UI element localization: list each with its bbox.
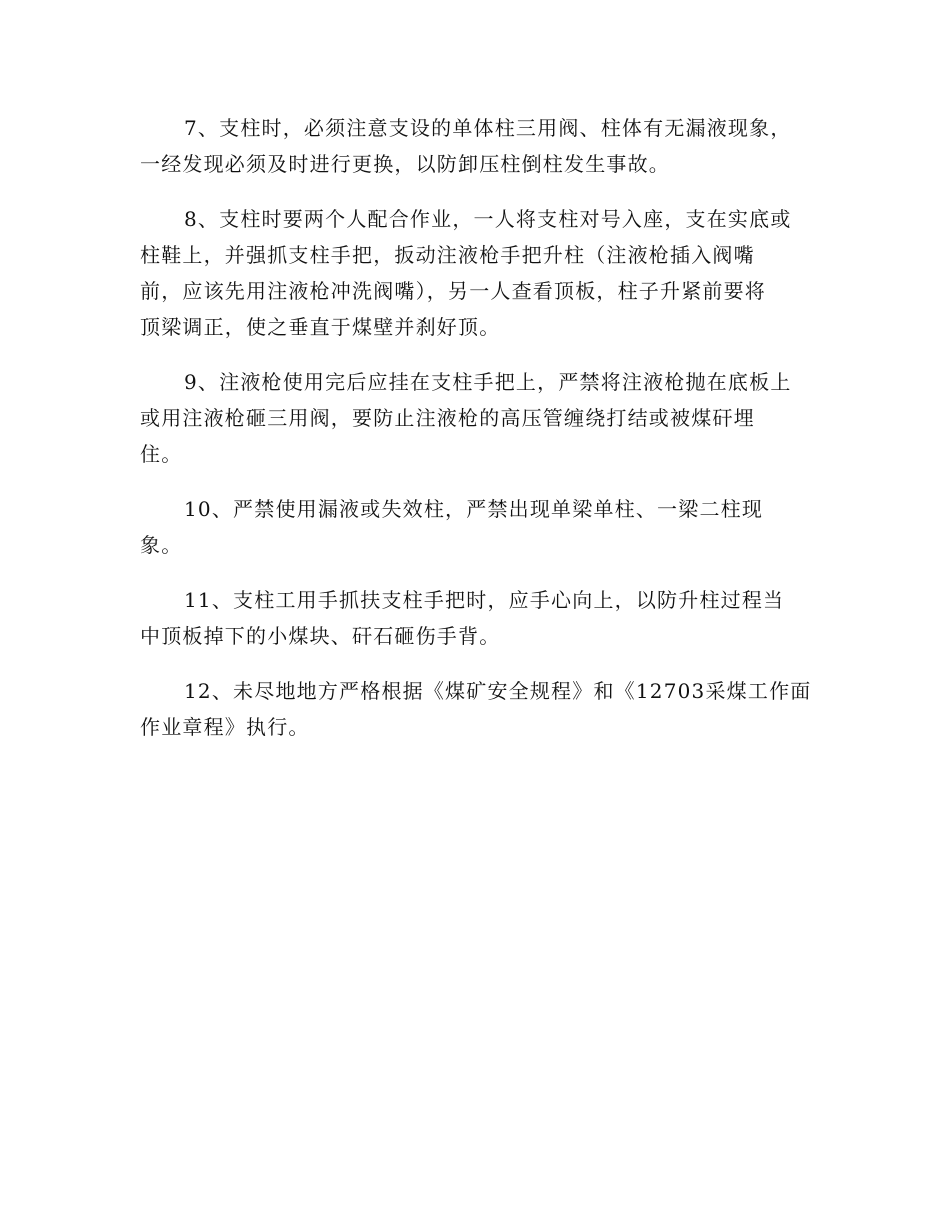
paragraph-line: 中顶板掉下的小煤块、矸石砸伤手背。	[140, 624, 501, 648]
paragraph-line: 作业章程》执行。	[140, 715, 310, 739]
paragraph-12	[140, 673, 810, 745]
paragraph-line: 10、严禁使用漏液或失效柱，严禁出现单梁单柱、一梁二柱现	[184, 497, 764, 521]
paragraph-line: 12、未尽地地方严格根据《煤矿安全规程》和《12703采煤工作面	[184, 679, 812, 703]
paragraph-7	[140, 110, 810, 182]
paragraph-line: 8、支柱时要两个人配合作业，一人将支柱对号入座，支在实底或	[184, 207, 792, 231]
paragraph-8	[140, 201, 810, 345]
paragraph-11	[140, 582, 810, 654]
paragraph-line: 柱鞋上，并强抓支柱手把，扳动注液枪手把升柱（注液枪插入阀嘴	[140, 243, 755, 267]
paragraph-line: 或用注液枪砸三用阀，要防止注液枪的高压管缠绕打结或被煤矸埋	[140, 406, 755, 430]
paragraph-line: 7、支柱时，必须注意支设的单体柱三用阀、柱体有无漏液现象，	[184, 116, 792, 140]
paragraph-line: 住。	[140, 442, 183, 466]
paragraph-line: 一经发现必须及时进行更换，以防卸压柱倒柱发生事故。	[140, 152, 670, 176]
document-body	[140, 110, 810, 745]
paragraph-line: 9、注液枪使用完后应挂在支柱手把上，严禁将注液枪抛在底板上	[184, 370, 792, 394]
paragraph-line: 顶梁调正，使之垂直于煤壁并刹好顶。	[140, 315, 501, 339]
paragraph-9	[140, 364, 810, 472]
paragraph-line: 11、支柱工用手抓扶支柱手把时，应手心向上，以防升柱过程当	[184, 588, 785, 612]
paragraph-line: 前，应该先用注液枪冲洗阀嘴），另一人查看顶板，柱子升紧前要将	[140, 279, 766, 303]
paragraph-line: 象。	[140, 533, 183, 557]
paragraph-10	[140, 491, 810, 563]
